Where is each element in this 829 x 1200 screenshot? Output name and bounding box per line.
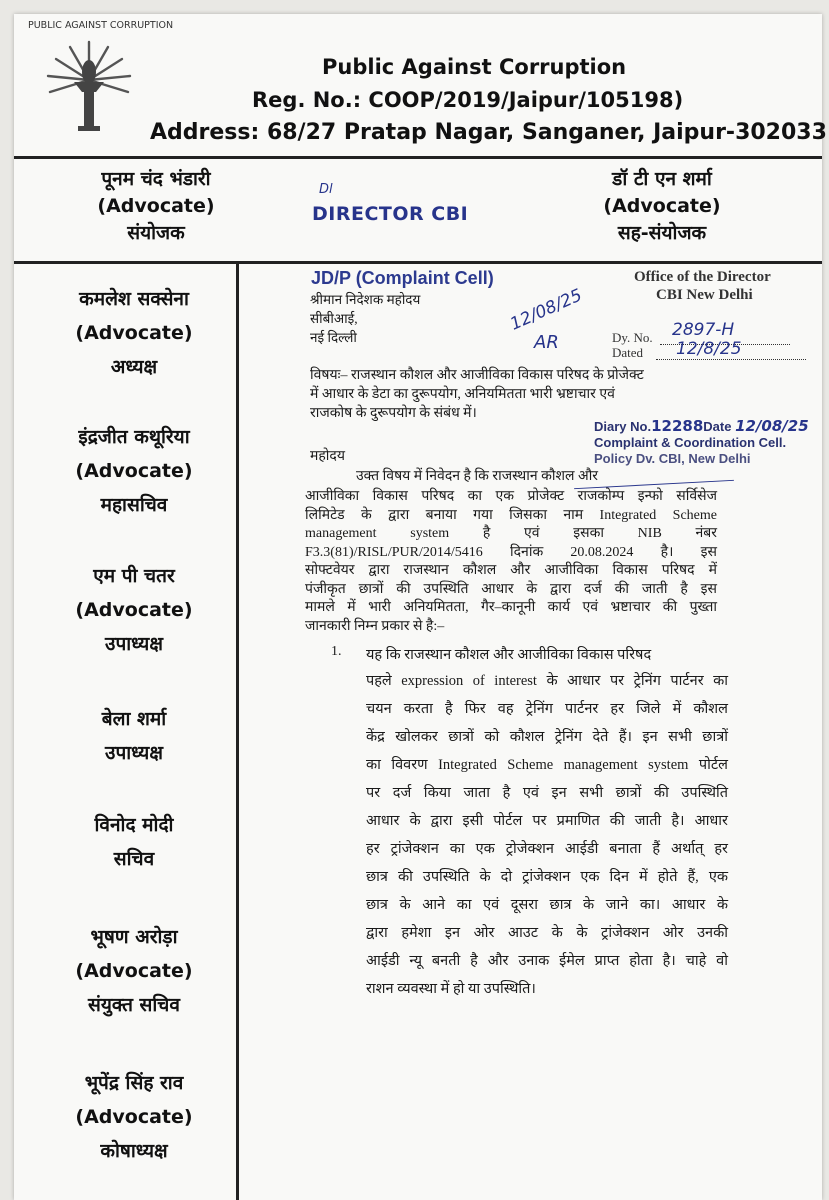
diary-stamp xyxy=(594,418,809,467)
office-bearer xyxy=(44,920,224,1022)
co-convenor-role: सह-संयोजक xyxy=(617,222,707,244)
addressee-line: श्रीमान निदेशक महोदय xyxy=(310,292,421,307)
subject-line: में आधार के डेटा का दुरूपयोग, अनियमितता भारी भ्रष्टाचार एवं xyxy=(310,387,615,402)
item-line: छात्र के आने का एवं दूसरा छात्र के जाने का। आधार के xyxy=(366,897,728,913)
registration-number: Reg. No.: COOP/2019/Jaipur/105198) xyxy=(252,88,684,112)
handwritten-marking: DIRECTOR CBI xyxy=(312,203,469,225)
section-rule xyxy=(14,261,822,264)
office-bearer-title: (Advocate) xyxy=(75,599,193,621)
office-bearer xyxy=(44,282,224,384)
office-stamp-line1: Office of the Director xyxy=(634,269,771,285)
header-rule xyxy=(14,156,822,159)
org-address: Address: 68/27 Pratap Nagar, Sanganer, Jaipur-302033 xyxy=(150,120,827,145)
office-bearer-role: अध्यक्ष xyxy=(110,356,158,378)
intro-line: सोफ्टवेयर द्वारा राजस्थान कौशल और आजीविका विकास परिषद में xyxy=(305,563,717,578)
complaint-cell-stamp: JD/P (Complaint Cell) xyxy=(311,268,494,288)
item-number: 1. xyxy=(331,644,342,659)
office-bearer-role: उपाध्यक्ष xyxy=(105,742,163,764)
dy-no-value: 2897-H xyxy=(672,320,735,340)
cell-stamp-line2: Complaint & Coordination Cell. xyxy=(594,435,787,450)
office-bearer xyxy=(44,559,224,661)
addressee-line: सीबीआई, xyxy=(310,311,358,326)
item-line: पहले expression of interest के आधार पर ट्रेनिंग पार्टनर का xyxy=(366,673,728,689)
office-bearer-role: महासचिव xyxy=(100,494,168,516)
office-bearer xyxy=(44,1066,224,1168)
office-bearer-title: (Advocate) xyxy=(75,1106,193,1128)
office-bearer-name: भूपेंद्र सिंह राव xyxy=(84,1072,184,1094)
office-bearer-role: कोषाध्यक्ष xyxy=(100,1140,168,1162)
convenor-title: (Advocate) xyxy=(97,195,215,217)
co-convenor-name: डॉ टी एन शर्मा xyxy=(612,168,712,190)
co-convenor-title: (Advocate) xyxy=(603,195,721,217)
convenor-name: पूनम चंद भंडारी xyxy=(101,168,211,190)
item-line: द्वारा हमेशा इन ओर आउट के के ट्रांजेक्शन ओर उनकी xyxy=(366,925,728,941)
office-bearer-role: संयुक्त सचिव xyxy=(88,994,180,1016)
item-line: हर ट्रांजेक्शन का एक ट्रोजेक्शन आईडी बनाता हैं अर्थात् हर xyxy=(366,841,728,857)
subject-line: राजकोष के दुरूपयोग के संबंध में। xyxy=(310,406,477,421)
addressee-line: नई दिल्ली xyxy=(310,330,357,345)
office-bearer-name: एम पी चतर xyxy=(93,565,175,587)
cell-stamp-line3: Policy Dv. CBI, New Delhi xyxy=(594,451,751,466)
item-line: का विवरण Integrated Scheme management system पोर्टल xyxy=(366,757,728,773)
addressee-block xyxy=(310,290,420,347)
item-line: आईडी न्यू बनती है और उनाक ईमेल प्राप्त होता है। चाहे वो xyxy=(366,953,728,969)
diary-number: 12288 xyxy=(651,417,704,435)
org-name: Public Against Corruption xyxy=(322,55,627,79)
subject-line: विषयः– राजस्थान कौशल और आजीविका विकास परिषद के प्रोजेक्ट xyxy=(310,368,644,383)
subject-block xyxy=(310,366,644,423)
intro-line: जानकारी निम्न प्रकार से है:– xyxy=(305,618,445,634)
item-line: राशन व्यवस्था में हो या उपस्थिति। xyxy=(366,981,536,997)
marking-initial: Dl xyxy=(319,182,333,197)
office-bearer-role: उपाध्यक्ष xyxy=(105,633,163,655)
office-bearer xyxy=(44,702,224,770)
office-bearer-name: कमलेश सक्सेना xyxy=(79,288,189,310)
office-bearer-name: इंद्रजीत कथूरिया xyxy=(78,426,190,448)
office-bearer xyxy=(44,808,224,876)
office-bearer-name: बेला शर्मा xyxy=(101,708,167,730)
diary-date: 12/08/25 xyxy=(735,417,809,435)
handwritten-date: 12/08/25 xyxy=(507,285,586,335)
item-line: छात्र की उपस्थिति के दो ट्रांजेक्शन एक दिन में होते हैं, एक xyxy=(366,869,728,885)
intro-line: F3.3(81)/RISL/PUR/2014/5416 दिनांक 20.08.2024 है। इस xyxy=(305,544,717,560)
intro-line: मामले में भारी अनियमितता, गैर–कानूनी कार्य एवं भ्रष्टाचार की पुख्ता xyxy=(305,600,717,615)
salutation: महोदय xyxy=(310,449,345,464)
column-divider xyxy=(236,262,239,1200)
office-bearer-role: सचिव xyxy=(113,848,155,870)
logo-text: PUBLIC AGAINST CORRUPTION xyxy=(28,20,174,31)
convenor-role: संयोजक xyxy=(127,222,185,244)
office-stamp-line2: CBI New Delhi xyxy=(656,287,753,303)
intro-line: आजीविका विकास परिषद का एक प्रोजेक्ट राजकोम्प इन्फो सर्विसेज xyxy=(305,489,717,504)
torch-emblem-icon xyxy=(28,20,174,150)
convenor-block xyxy=(66,166,246,247)
item-line: पर दर्ज किया जाता है एवं इन सभी छात्रों की उपस्थिति xyxy=(366,785,728,801)
office-bearer-title: (Advocate) xyxy=(75,322,193,344)
office-bearer-name: विनोद मोदी xyxy=(94,814,174,836)
intro-line: पंजीकृत छात्रों की उपस्थिति आधार के द्वारा दर्ज की जाती है इस xyxy=(305,581,717,597)
co-convenor-block xyxy=(572,166,752,247)
dated-value: 12/8/25 xyxy=(676,339,742,359)
handwritten-initials: AR xyxy=(534,332,559,353)
office-bearer-title: (Advocate) xyxy=(75,960,193,982)
intro-first-line: उक्त विषय में निवेदन है कि राजस्थान कौशल और xyxy=(356,469,599,484)
dated-label: Dated xyxy=(612,345,644,360)
item-line: चयन करता है फिर वह ट्रेनिंग पार्टनर हर जिले में कौशल xyxy=(366,701,728,717)
dated-line xyxy=(656,359,806,360)
diary-label: Diary No. xyxy=(594,419,652,434)
diary-date-label: Date xyxy=(703,419,732,434)
item-first-line: यह कि राजस्थान कौशल और आजीविका विकास परिषद xyxy=(366,647,652,663)
intro-line: लिमिटेड के द्वारा बनाया गया जिसका नाम Integrated Scheme xyxy=(305,507,717,523)
office-bearer xyxy=(44,420,224,522)
dy-no-label: Dy. No. xyxy=(612,330,653,345)
office-bearer-name: भूषण अरोड़ा xyxy=(90,926,178,948)
item-line: केंद्र खोलकर छात्रों को कौशल ट्रेनिंग देते हैं। इन सभी छात्रों xyxy=(366,729,728,745)
item-line: आधार के द्वारा इसी पोर्टल पर प्रमाणित की जाती है। आधार xyxy=(366,813,728,829)
intro-line: management system है एवं इसका NIB नंबर xyxy=(305,526,717,541)
office-bearer-title: (Advocate) xyxy=(75,460,193,482)
